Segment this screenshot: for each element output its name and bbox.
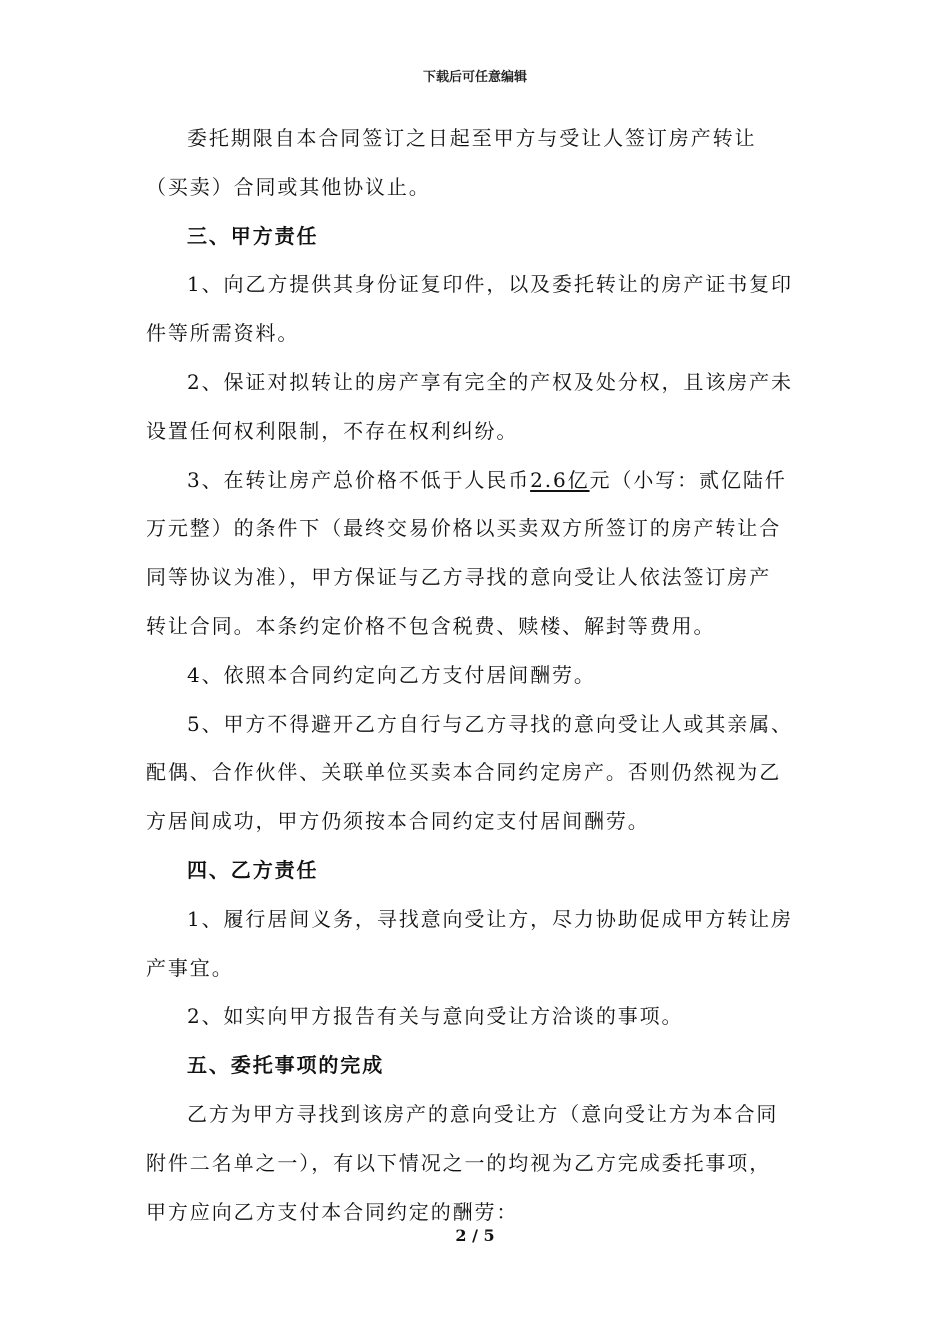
underlined-amount: 2.6亿	[530, 467, 590, 492]
text-line: 同等协议为准），甲方保证与乙方寻找的意向受让人依法签订房产	[146, 565, 772, 590]
text-segment: 3、在转让房产总价格不低于人民币	[187, 467, 531, 492]
text-line: 附件二名单之一），有以下情况之一的均视为乙方完成委托事项，	[146, 1150, 772, 1175]
text-line: 2、如实向甲方报告有关与意向受让方洽谈的事项。	[187, 1004, 684, 1029]
text-line	[146, 456, 811, 505]
section-heading: 三、甲方责任	[187, 223, 319, 248]
text-line: 方居间成功，甲方仍须按本合同约定支付居间酬劳。	[146, 809, 650, 834]
page-number: 2 / 5	[455, 1226, 495, 1245]
text-line: 2、保证对拟转让的房产享有完全的产权及处分权，且该房产未	[187, 369, 793, 394]
text-line: 4、依照本合同约定向乙方支付居间酬劳。	[187, 662, 596, 687]
text-line: 5、甲方不得避开乙方自行与乙方寻找的意向受让人或其亲属、	[187, 711, 793, 736]
text-line: （买卖）合同或其他协议止。	[146, 174, 431, 199]
text-line: 甲方应向乙方支付本合同约定的酬劳：	[146, 1199, 519, 1224]
text-line: 设置任何权利限制，不存在权利纠纷。	[146, 418, 519, 443]
text-line: 转让合同。本条约定价格不包含税费、赎楼、解封等费用。	[146, 613, 716, 638]
text-line: 1、履行居间义务，寻找意向受让方，尽力协助促成甲方转让房	[187, 906, 793, 931]
text-line: 件等所需资料。	[146, 321, 300, 346]
text-line: 乙方为甲方寻找到该房产的意向受让方（意向受让方为本合同	[187, 1101, 779, 1126]
text-line: 1、向乙方提供其身份证复印件，以及委托转让的房产证书复印	[187, 272, 793, 297]
text-line: 配偶、合作伙伴、关联单位买卖本合同约定房产。否则仍然视为乙	[146, 760, 782, 785]
page-header: 下载后可任意编辑	[422, 70, 527, 85]
document-body	[146, 114, 811, 1236]
section-heading: 五、委托事项的完成	[187, 1053, 385, 1078]
text-line: 委托期限自本合同签订之日起至甲方与受让人签订房产转让	[187, 126, 757, 150]
text-line: 产事宜。	[146, 955, 234, 980]
text-segment: 元（小写：贰亿陆仟	[589, 467, 787, 492]
section-heading: 四、乙方责任	[187, 857, 319, 882]
text-line: 万元整）的条件下（最终交易价格以买卖双方所签订的房产转让合	[146, 516, 782, 541]
